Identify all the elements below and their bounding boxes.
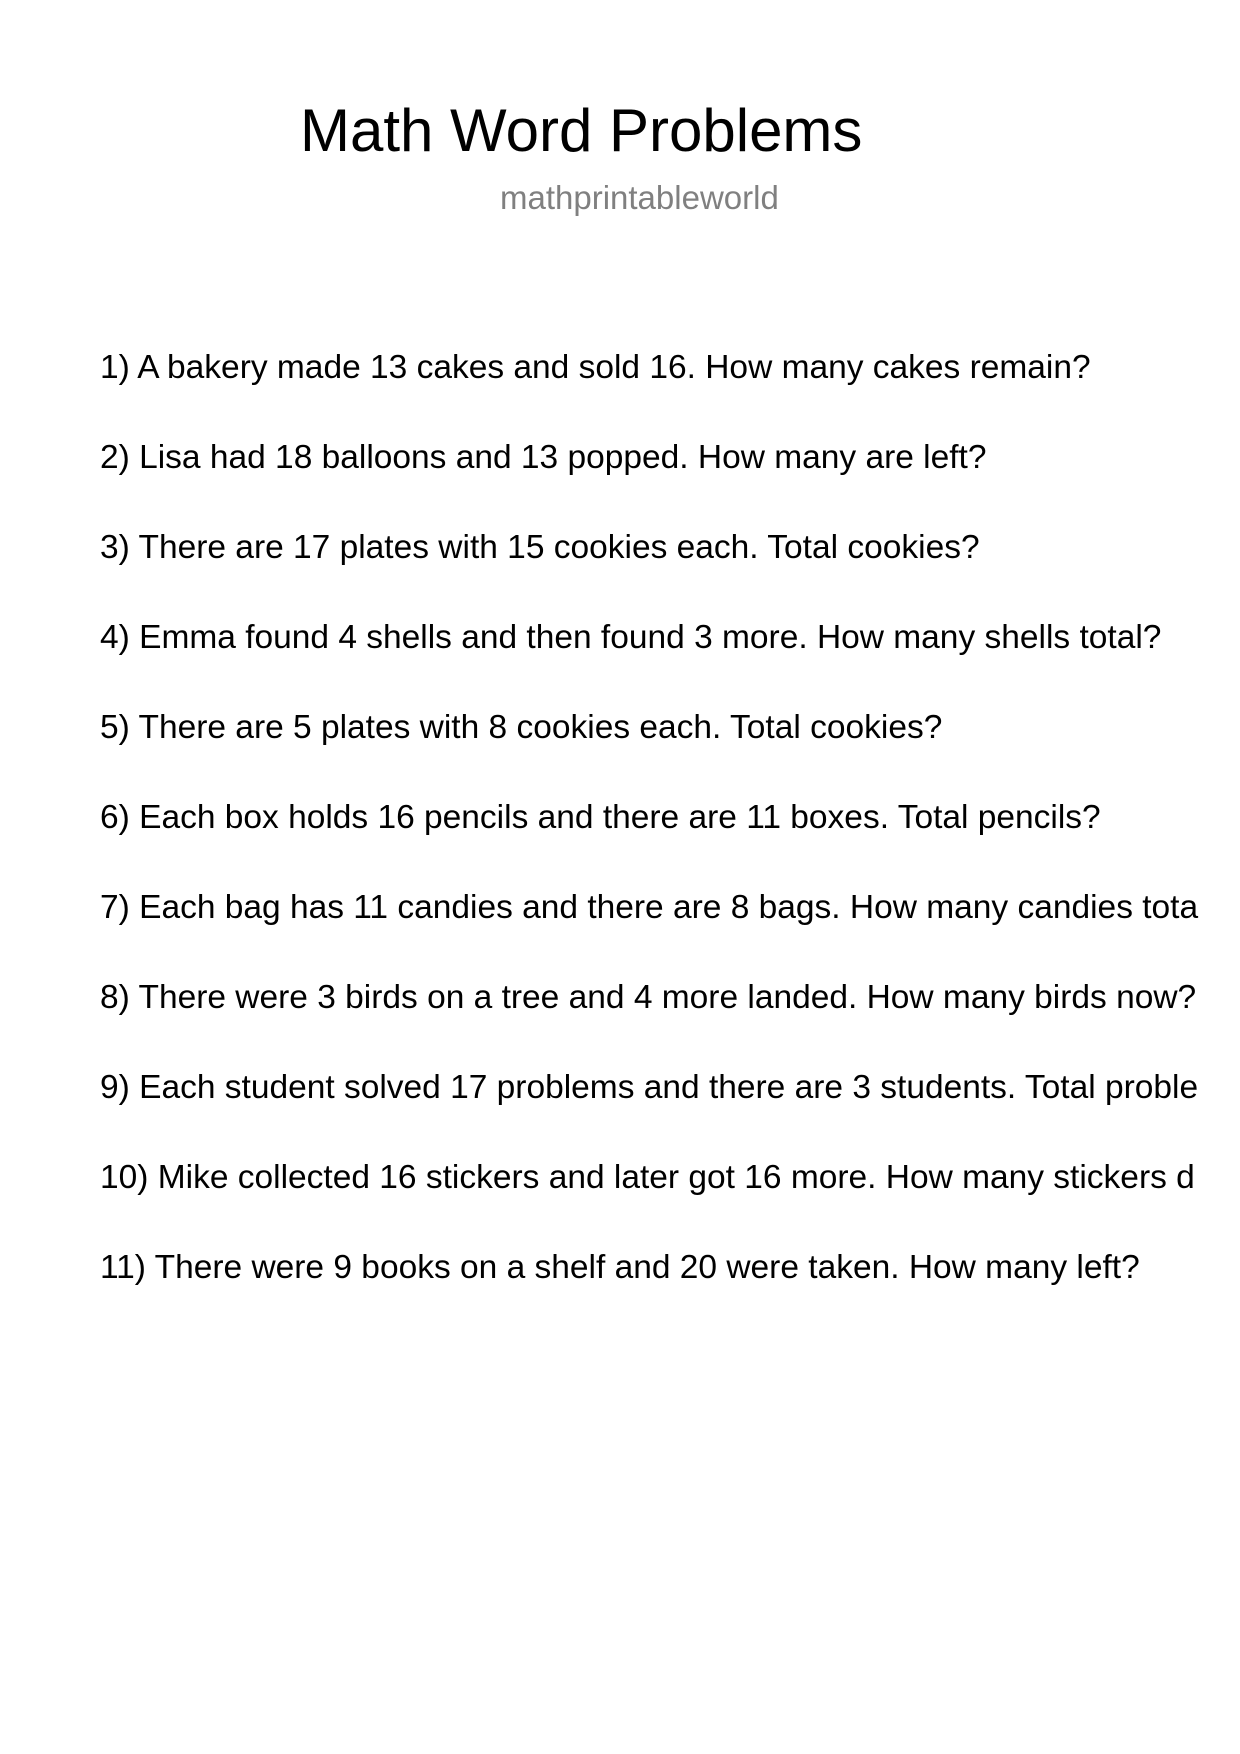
problem-item: 6) Each box holds 16 pencils and there are 11 boxes. Total pencils?	[100, 799, 1101, 836]
problem-item: 3) There are 17 plates with 15 cookies each. Total cookies?	[100, 529, 980, 566]
problem-item: 2) Lisa had 18 balloons and 13 popped. How many are left?	[100, 439, 987, 476]
problem-item: 9) Each student solved 17 problems and there are 3 students. Total proble	[100, 1069, 1199, 1106]
problem-list	[100, 0, 1240, 1754]
problem-item: 4) Emma found 4 shells and then found 3 more. How many shells total?	[100, 619, 1162, 656]
problem-item: 1) A bakery made 13 cakes and sold 16. How many cakes remain?	[100, 349, 1091, 386]
problem-item: 10) Mike collected 16 stickers and later got 16 more. How many stickers d	[100, 1159, 1195, 1196]
problem-item: 5) There are 5 plates with 8 cookies each. Total cookies?	[100, 709, 943, 746]
problem-item: 11) There were 9 books on a shelf and 20 were taken. How many left?	[100, 1249, 1140, 1286]
problem-item: 7) Each bag has 11 candies and there are 8 bags. How many candies tota	[100, 889, 1199, 926]
problem-item: 8) There were 3 birds on a tree and 4 more landed. How many birds now?	[100, 979, 1197, 1016]
page-subtitle: mathprintableworld	[500, 179, 779, 216]
page-title: Math Word Problems	[300, 97, 863, 164]
